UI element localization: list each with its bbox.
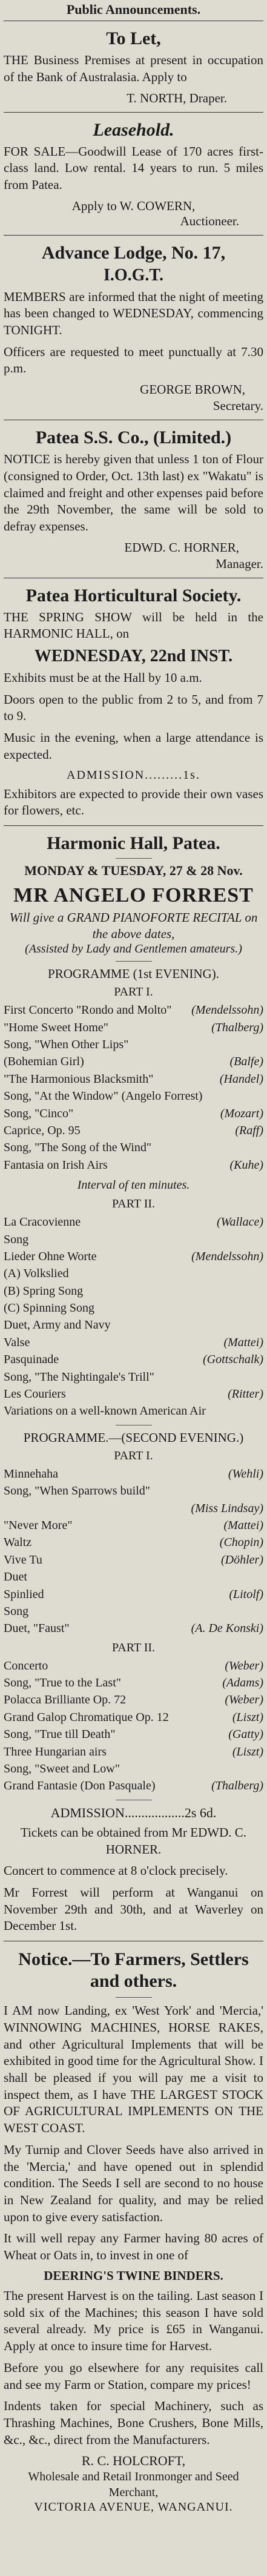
- programme-composer: (Kuhe): [229, 1158, 263, 1172]
- programme-item: [4, 1351, 263, 1368]
- programme-item: [4, 1300, 263, 1316]
- programme-item: [4, 1691, 263, 1708]
- programme-piece: Variations on a well-known American Air: [4, 1404, 206, 1418]
- programme-item: [4, 1777, 263, 1794]
- programme-composer: (Weber): [225, 1693, 263, 1707]
- programme-composer: [260, 1036, 263, 1053]
- part-heading: PART I.: [114, 985, 153, 999]
- performer-name: MR ANGELO FORREST: [13, 884, 254, 907]
- programme-composer: (Mattei): [223, 1518, 263, 1532]
- ad-apply: Apply to W. COWERN,: [71, 198, 196, 213]
- programme-piece: "Never More": [4, 1518, 73, 1532]
- programme-item: [4, 1316, 263, 1333]
- programme-item: [4, 1657, 263, 1674]
- programme-item: [4, 1620, 263, 1637]
- programme-item: [4, 1369, 263, 1385]
- programme-piece: Les Couriers: [4, 1387, 66, 1401]
- ad-body: Officers are requested to meet punctually at 7.30 p.m.: [4, 344, 263, 376]
- programme-piece: Duet, Army and Navy: [4, 1318, 111, 1332]
- programme-piece: Grand Galop Chromatique Op. 12: [4, 1710, 169, 1724]
- ad-signature-role: Secretary.: [213, 398, 263, 414]
- programme-item: [4, 1385, 263, 1402]
- programme-piece: (A) Volkslied: [4, 1267, 69, 1281]
- programme-composer: (Handel): [219, 1072, 263, 1086]
- programme-composer: (Ritter): [228, 1387, 263, 1401]
- programme-item: [4, 1157, 263, 1174]
- programme-piece: Song, "True to the Last": [4, 1676, 121, 1690]
- ad-tickets: Tickets can be obtained from Mr EDWD. C. HORNER.: [20, 1825, 247, 1857]
- programme-composer: (Miss Lindsay): [191, 1501, 263, 1515]
- programme-piece: Three Hungarian airs: [4, 1745, 107, 1759]
- part-heading: PART II.: [111, 1197, 156, 1211]
- programme-piece: (B) Spring Song: [4, 1284, 84, 1298]
- programme-piece: Vive Tu: [4, 1553, 42, 1567]
- programme-piece: Grand Fantasie (Don Pasquale): [4, 1779, 156, 1793]
- programme-list: [4, 1465, 263, 1637]
- programme-item: [4, 1551, 263, 1568]
- programme-item: [4, 1586, 263, 1603]
- programme-composer: [260, 1316, 263, 1333]
- programme-piece: Waltz: [4, 1536, 32, 1550]
- ad-signature-role: Manager.: [216, 556, 263, 571]
- programme-list: [4, 1214, 263, 1420]
- ad-signature-role: Wholesale and Retail Ironmonger and Seed Merchant,: [28, 2470, 239, 2500]
- ad-dates: MONDAY & TUESDAY, 27 & 28 Nov.: [24, 863, 243, 879]
- programme-item: [4, 1568, 263, 1585]
- programme-item: [4, 1334, 263, 1351]
- programme-list: [4, 1657, 263, 1795]
- ad-body: Music in the evening, when a large attendance is expected.: [4, 730, 263, 762]
- ad-concert: Concert to commence at 8 o'clock precisely.: [4, 1863, 228, 1878]
- ad-body: NOTICE is hereby given that unless 1 ton of Flour (consigned to Order, Oct. 13th last) ex "Wakatu" is claimed and freight and other expenses paid before the 29th November, the same will be sold to defray expenses.: [4, 452, 263, 534]
- programme-piece: "The Harmonious Blacksmith": [4, 1072, 154, 1086]
- ad-title: Patea Horticultural Society.: [25, 585, 242, 606]
- programme-list: [4, 1002, 263, 1174]
- ad-to-let: [4, 28, 263, 105]
- programme-piece: Song, "When Other Lips": [4, 1037, 129, 1051]
- divider: [116, 1997, 152, 1998]
- programme-item: [4, 1122, 263, 1139]
- programme-piece: (C) Spinning Song: [4, 1301, 95, 1315]
- programme-composer: (Wehli): [228, 1467, 263, 1481]
- divider: [116, 961, 152, 962]
- programme-composer: [260, 1283, 263, 1300]
- programme-item: [4, 1517, 263, 1534]
- programme-piece: Song, "True till Death": [4, 1728, 116, 1742]
- programme-item: [4, 1743, 263, 1760]
- programme-piece: La Cracovienne: [4, 1215, 81, 1229]
- programme-item: [4, 1482, 263, 1499]
- divider: [4, 112, 263, 113]
- ad-body: THE Business Premises at present in occupation of the Bank of Australasia. Apply to: [4, 53, 263, 84]
- ad-title: To Let,: [106, 28, 161, 49]
- newspaper-page: [4, 0, 263, 2514]
- ad-signature: EDWD. C. HORNER,: [124, 540, 239, 555]
- programme-piece: [4, 1500, 188, 1517]
- programme-piece: Song, "Cinco": [4, 1106, 74, 1120]
- programme-title: PROGRAMME (1st EVENING).: [48, 966, 219, 982]
- programme-piece: Song, "The Song of the Wind": [4, 1141, 152, 1155]
- programme-item: [4, 1760, 263, 1777]
- programme-piece: Lieder Ohne Worte: [4, 1249, 97, 1263]
- programme-composer: [260, 1568, 263, 1585]
- ad-body: Exhibitors are expected to provide their own vases for flowers, etc.: [4, 786, 263, 818]
- ad-body: I AM now Landing, ex 'West York' and 'Mercia,' WINNOWING MACHINES, HORSE RAKES, and other Agricultural Implements that will be exhibited in good time for the Agricultural Show. I shall be pleased if you will pay me a visit to inspect them, as I have THE LARGEST STOCK OF AGRICULTURAL IMPLEMENTS ON THE WEST COAST.: [4, 2003, 263, 2136]
- ad-harmonic-hall: [4, 833, 263, 1935]
- ad-body: MEMBERS are informed that the night of meeting has been changed to WEDNESDAY, commencing TONIGHT.: [4, 289, 263, 338]
- ad-title: Leasehold.: [93, 119, 174, 140]
- programme-piece: Minnehaha: [4, 1467, 58, 1481]
- ad-signature: Auctioneer.: [180, 213, 239, 228]
- divider: [116, 858, 152, 859]
- interval-note: Interval of ten minutes.: [77, 1178, 190, 1192]
- programme-item: [4, 1465, 263, 1482]
- part-heading: PART II.: [111, 1640, 156, 1654]
- programme-composer: (Thalberg): [211, 1779, 263, 1793]
- programme-item: [4, 1283, 263, 1300]
- programme-composer: [260, 1300, 263, 1316]
- ad-body: My Turnip and Clover Seeds have also arrived in the 'Mercia,' and have opened out in splendid condition. The Seeds I sell are second to no house in New Zealand for quality, and may be relied upon to give every satisfaction.: [4, 2142, 263, 2224]
- programme-composer: (Thalberg): [211, 1020, 263, 1034]
- programme-piece: "Home Sweet Home": [4, 1020, 108, 1034]
- programme-piece: Fantasia on Irish Airs: [4, 1158, 108, 1172]
- programme-piece: Song, "The Nightingale's Trill": [4, 1370, 154, 1384]
- programme-item: [4, 1214, 263, 1230]
- ad-date: WEDNESDAY, 22nd INST.: [34, 647, 233, 666]
- programme-item: [4, 1231, 263, 1248]
- programme-composer: (Balfe): [229, 1055, 263, 1069]
- programme-piece: Valse: [4, 1335, 30, 1349]
- programme-composer: (Mendelssohn): [191, 1003, 263, 1017]
- programme-composer: (A. De Konski): [191, 1622, 263, 1636]
- ad-signature: R. C. HOLCROFT,: [81, 2453, 186, 2469]
- ad-give: Will give a GRAND PIANOFORTE RECITAL on the above dates,: [9, 910, 258, 941]
- programme-piece: Caprice, Op. 95: [4, 1123, 81, 1137]
- programme-composer: (Liszt): [232, 1745, 263, 1759]
- part-heading: PART I.: [114, 1448, 153, 1462]
- ad-advance-lodge: [4, 243, 263, 414]
- programme-item: [4, 1534, 263, 1551]
- programme-item: [4, 1674, 263, 1691]
- programme-composer: [260, 1482, 263, 1499]
- ad-admission: ADMISSION..................2s 6d.: [50, 1805, 217, 1820]
- programme-composer: (Litolf): [229, 1587, 263, 1601]
- ad-body: FOR SALE—Goodwill Lease of 170 acres first-class land. Low rental. 14 years to run. 5 miles from Patea.: [4, 144, 263, 193]
- programme-piece: Spinlied: [4, 1587, 44, 1601]
- programme-item: [4, 1088, 263, 1105]
- programme-composer: (Döhler): [221, 1553, 263, 1567]
- ad-body: It will well repay any Farmer having 80 acres of Wheat or Oats in, to invest in one of: [4, 2231, 263, 2263]
- ad-deering: DEERING'S TWINE BINDERS.: [44, 2268, 223, 2283]
- programme-piece: Song, "At the Window" (Angelo Forrest): [4, 1089, 203, 1103]
- divider: [4, 235, 263, 236]
- programme-item: [4, 1402, 263, 1419]
- programme-composer: (Mozart): [220, 1106, 263, 1120]
- ad-body: THE SPRING SHOW will be held in the HARMONIC HALL, on: [4, 609, 263, 641]
- ad-notice-farmers: [4, 1949, 263, 2514]
- ad-leasehold: [4, 120, 263, 229]
- ad-admission: ADMISSION.........1s.: [67, 768, 200, 782]
- programme-piece: (Bohemian Girl): [4, 1055, 84, 1069]
- ad-title: Notice.—To Farmers, Settlers and others.: [18, 1949, 249, 1992]
- programme-item: [4, 1105, 263, 1122]
- ad-body: Before you go elsewhere for any requisites call and see my Farm or Station, compare my prices!: [4, 2360, 263, 2392]
- programme-piece: Song: [4, 1232, 29, 1246]
- ad-wanganui: Mr Forrest will perform at Wanganui on November 29th and 30th, and at Waverley on December 1st.: [4, 1884, 263, 1934]
- ad-horticultural-society: [4, 586, 263, 819]
- programme-composer: (Mendelssohn): [191, 1249, 263, 1263]
- programme-item: [4, 1726, 263, 1743]
- programme-piece: First Concerto "Rondo and Molto": [4, 1003, 172, 1017]
- ad-body: Exhibits must be at the Hall by 10 a.m.: [4, 670, 202, 685]
- programme-item: [4, 1053, 263, 1070]
- programme-piece: Pasquinade: [4, 1353, 59, 1367]
- ad-assist: (Assisted by Lady and Gentlemen amateurs.): [25, 942, 242, 956]
- programme-composer: (Weber): [225, 1659, 263, 1673]
- programme-item: [4, 1002, 263, 1019]
- ad-title: Harmonic Hall, Patea.: [47, 833, 220, 854]
- programme-item: [4, 1603, 263, 1620]
- programme-item: [4, 1036, 263, 1053]
- section-header: Public Announcements.: [66, 2, 201, 17]
- programme-composer: [260, 1231, 263, 1248]
- ad-title: Patea S.S. Co., (Limited.): [35, 428, 232, 448]
- programme-composer: (Gatty): [228, 1728, 263, 1742]
- programme-piece: Duet, "Faust": [4, 1622, 70, 1636]
- programme-piece: Song, "When Sparrows build": [4, 1484, 150, 1498]
- programme-composer: (Gottschalk): [203, 1353, 263, 1367]
- ad-signature: T. NORTH, Draper.: [127, 90, 227, 105]
- programme-composer: (Chopin): [219, 1536, 263, 1550]
- ad-signature-address: VICTORIA AVENUE, WANGANUI.: [34, 2500, 233, 2514]
- programme-composer: [260, 1402, 263, 1419]
- programme-piece: Song: [4, 1604, 29, 1618]
- ad-signature: GEORGE BROWN,: [140, 382, 245, 397]
- programme-composer: (Wallace): [216, 1215, 263, 1229]
- programme-piece: Song, "Sweet and Low": [4, 1762, 120, 1776]
- programme-composer: (Raff): [235, 1123, 263, 1137]
- programme-piece: Duet: [4, 1570, 27, 1584]
- ad-title: Advance Lodge, No. 17,: [41, 242, 226, 263]
- programme-item: [4, 1709, 263, 1726]
- ad-subtitle: I.O.G.T.: [103, 265, 164, 285]
- programme-composer: [260, 1088, 263, 1105]
- programme-composer: [260, 1139, 263, 1156]
- programme-item: [4, 1019, 263, 1036]
- programme-item: [4, 1139, 263, 1156]
- programme-composer: (Mattei): [223, 1335, 263, 1349]
- programme-composer: [260, 1369, 263, 1385]
- programme-composer: [260, 1265, 263, 1282]
- programme-piece: Concerto: [4, 1659, 48, 1673]
- divider: [4, 825, 263, 826]
- programme-composer: (Adams): [222, 1676, 263, 1690]
- ad-body: The present Harvest is on the tailing. Last season I sold six of the Machines; this season I have sold several already. My price is £65 in Wanganui. Apply at once to insure time for Harvest.: [4, 2288, 263, 2354]
- programme-item: [4, 1248, 263, 1265]
- ad-body: Doors open to the public from 2 to 5, and from 7 to 9.: [4, 692, 263, 724]
- programme-item: [4, 1071, 263, 1088]
- ad-patea-ss-co: [4, 428, 263, 572]
- programme-title: PROGRAMME.—(SECOND EVENING.): [23, 1430, 244, 1445]
- programme-composer: (Liszt): [232, 1710, 263, 1724]
- ad-body: Indents taken for special Machinery, such as Thrashing Machines, Bone Crushers, Bone Mills, &c., &c., direct from the Manufacturers.: [4, 2399, 263, 2447]
- programme-piece: Polacca Brilliante Op. 72: [4, 1693, 127, 1707]
- programme-item: [4, 1265, 263, 1282]
- programme-composer: [260, 1760, 263, 1777]
- programme-item: [4, 1500, 263, 1517]
- programme-composer: [260, 1603, 263, 1620]
